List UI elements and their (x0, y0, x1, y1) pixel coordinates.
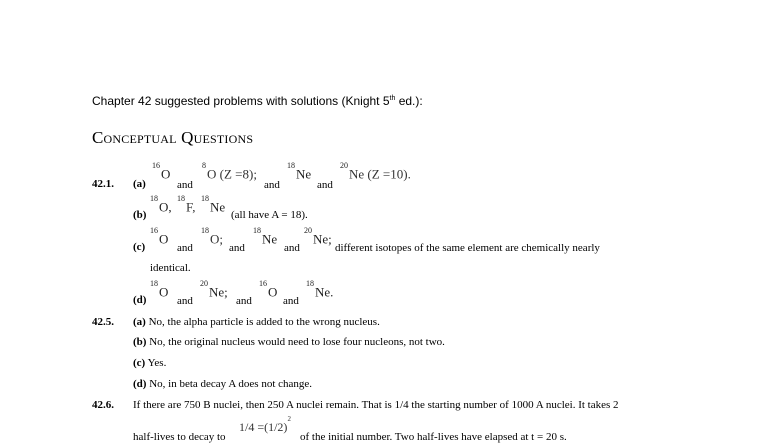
problem-42-5-c (133, 357, 166, 369)
and-text: and (229, 242, 245, 254)
nuclide: $^{18}$O (150, 279, 169, 300)
and-text: and (317, 179, 333, 191)
problem-42-5-a (133, 316, 380, 328)
part-label: (b) (133, 336, 147, 348)
part-text: different isotopes of the same element are chemically nearly (335, 242, 600, 254)
and-text: and (177, 179, 193, 191)
nuclide: $^{16}$O (259, 279, 278, 300)
part-label: (d) (133, 378, 147, 390)
and-text: and (236, 295, 252, 307)
part-text: (all have A = 18). (231, 209, 308, 221)
part-text: No, in beta decay A does not change. (149, 378, 313, 390)
part-label: (c) (133, 357, 146, 369)
part-text: Yes. (147, 357, 167, 369)
part-label: (c) (133, 241, 146, 253)
nuclide: $^{20}$Ne (Z =10). (340, 161, 411, 182)
and-text: and (177, 295, 193, 307)
problem-42-5-d (133, 378, 312, 390)
part-label: (b) (133, 209, 147, 221)
part-label: (a) (133, 178, 146, 190)
part-text: of the initial number. Two half-lives have elapsed at t = 20 s. (300, 431, 567, 443)
nuclide: $^{18}$Ne. (306, 279, 334, 300)
header-text: Chapter 42 suggested problems with solutions (Knight 5 (92, 94, 390, 108)
nuclide: $^{18}$Ne (287, 161, 312, 182)
nuclide: $^{16}$O (152, 161, 171, 182)
problem-number: 42.6. (92, 399, 114, 411)
nuclide: $^{18}$F, (177, 194, 196, 215)
problem-number: 42.5. (92, 316, 114, 328)
and-text: and (177, 242, 193, 254)
equation: $1/4 =(1/2)^2$ (239, 415, 291, 434)
part-text: half-lives to decay to (133, 431, 226, 443)
problem-42-5-b (133, 336, 445, 348)
and-text: and (264, 179, 280, 191)
nuclide: $^{20}$Ne; (304, 226, 332, 247)
nuclide: $^{18}$O, (150, 194, 172, 215)
part-text: No, the alpha particle is added to the wrong nucleus. (148, 316, 380, 328)
part-label: (d) (133, 294, 147, 306)
nuclide: $^{20}$Ne; (200, 279, 228, 300)
section-title: Conceptual Questions (92, 128, 254, 147)
problem-number: 42.1. (92, 178, 114, 190)
nuclide: $^{18}$Ne (201, 194, 226, 215)
part-text: No, the original nucleus would need to lose four nucleons, not two. (149, 336, 445, 348)
header-text-end: ed.): (395, 94, 423, 108)
problem-42-1-c-cont: identical. (150, 262, 191, 274)
header-superscript: th (389, 95, 396, 102)
problem-42-6-line1: If there are 750 B nuclei, then 250 A nuclei remain. That is 1/4 the starting number of 1000 A nuclei. It takes 2 (133, 399, 619, 411)
part-label: (a) (133, 316, 146, 328)
nuclide: $^{16}$O (150, 226, 169, 247)
and-text: and (283, 295, 299, 307)
nuclide: $^{18}$O; (201, 226, 223, 247)
nuclide: $^{18}$Ne (253, 226, 278, 247)
and-text: and (284, 242, 300, 254)
nuclide: $^8$O (Z =8); (202, 161, 257, 182)
chapter-header (92, 94, 423, 108)
